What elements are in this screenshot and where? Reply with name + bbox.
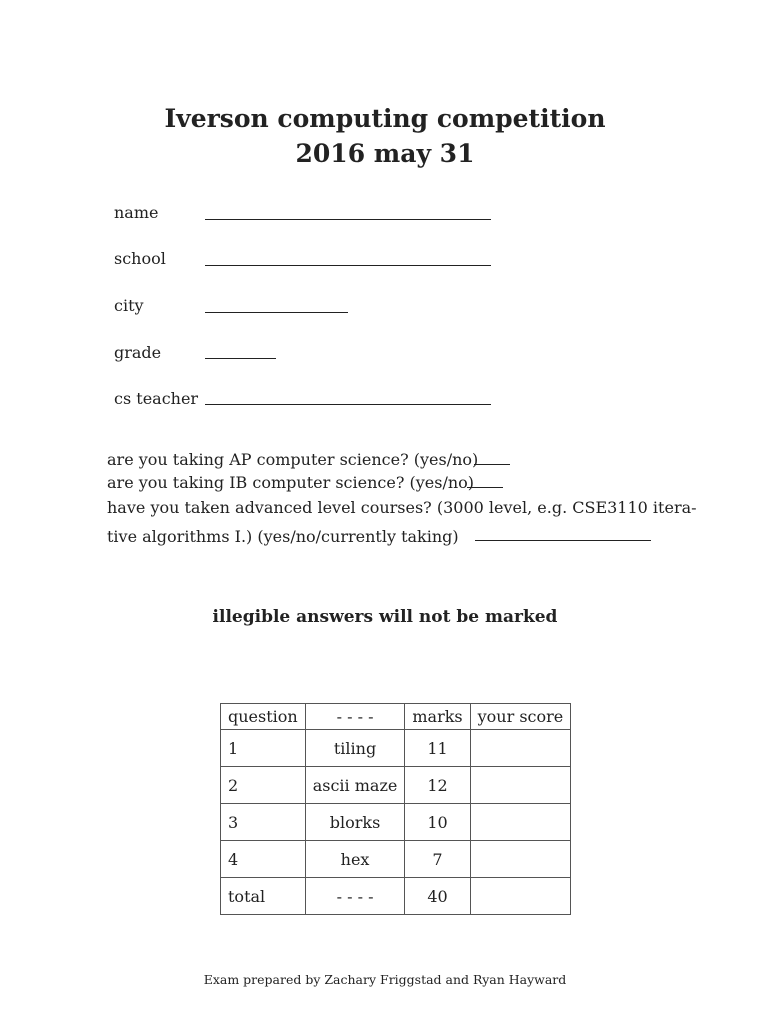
score-cell[interactable] [470,804,571,841]
table-row [221,841,571,878]
school-label: school [114,249,166,268]
city-field[interactable] [205,312,348,313]
header-dashes: - - - - [305,704,405,730]
total-dashes: - - - - [305,878,405,915]
table-row [221,767,571,804]
question-title: hex [305,841,405,878]
question-number: 4 [221,841,306,878]
header-your-score: your score [470,704,571,730]
header-marks: marks [405,704,470,730]
illegible-warning: illegible answers will not be marked [212,607,558,627]
ib-answer-field[interactable] [467,487,503,488]
advanced-answer-field[interactable] [475,540,651,541]
cs-teacher-label: cs teacher [114,389,199,408]
question-marks: 10 [405,804,470,841]
question-title: blorks [305,804,405,841]
name-label: name [114,203,159,222]
table-header-row [221,704,571,730]
score-cell[interactable] [470,767,571,804]
table-row [221,730,571,767]
question-number: 1 [221,730,306,767]
question-marks: 12 [405,767,470,804]
advanced-question-line2: tive algorithms I.) (yes/no/currently taking) [107,527,459,546]
table-row [221,804,571,841]
header-question: question [221,704,306,730]
total-marks: 40 [405,878,470,915]
score-cell[interactable] [470,841,571,878]
table-total-row [221,878,571,915]
question-number: 3 [221,804,306,841]
ap-answer-field[interactable] [474,464,510,465]
total-label: total [221,878,306,915]
grade-field[interactable] [205,358,276,359]
exam-title: Iverson computing competition [164,104,606,133]
question-title: tiling [305,730,405,767]
exam-credits: Exam prepared by Zachary Friggstad and Ryan Hayward [203,972,567,987]
total-score-cell[interactable] [470,878,571,915]
score-cell[interactable] [470,730,571,767]
score-table [220,703,571,915]
question-marks: 7 [405,841,470,878]
ap-question: are you taking AP computer science? (yes/no) [107,450,479,469]
exam-date: 2016 may 31 [295,139,475,168]
cs-teacher-field[interactable] [205,404,491,405]
advanced-question-line1: have you taken advanced level courses? (3000 level, e.g. CSE3110 itera- [107,498,697,517]
school-field[interactable] [205,265,491,266]
name-field[interactable] [205,219,491,220]
question-title: ascii maze [305,767,405,804]
ib-question: are you taking IB computer science? (yes/no) [107,473,475,492]
city-label: city [114,296,144,315]
question-number: 2 [221,767,306,804]
grade-label: grade [114,343,162,362]
question-marks: 11 [405,730,470,767]
